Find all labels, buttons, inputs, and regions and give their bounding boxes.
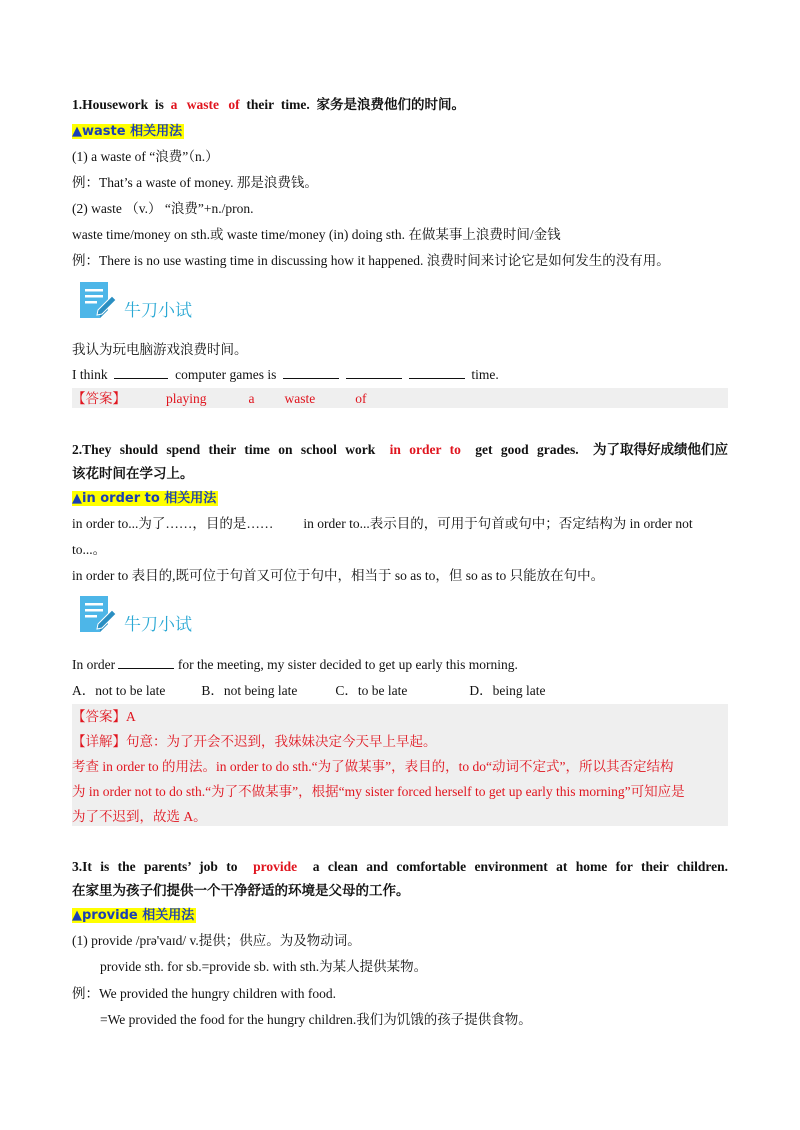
usage-line: provide sth. for sb.=provide sb. with sth.为某人提供某物。 (100, 959, 428, 974)
answer-blank[interactable] (118, 656, 174, 669)
option-c[interactable]: C．to be late (335, 683, 408, 698)
explanation-line: 【详解】句意：为了开会不迟到，我妹妹决定今天早上早起。 (72, 734, 437, 749)
option-b[interactable]: B．not being late (201, 683, 298, 698)
section2-sentence-cont: 该花时间在学习上。 (72, 466, 194, 481)
usage-tag: ▲waste 相关用法 (72, 124, 183, 139)
quiz-title: 牛刀小试 (124, 301, 192, 321)
explanation-line: 为 in order not to do sth.“为了不做某事”，根据“my sister forced herself to get up early this morning”可知应是 (72, 784, 685, 799)
usage-line: to...。 (72, 542, 107, 557)
example-line: 例：That’s a waste of money. 那是浪费钱。 (72, 175, 318, 190)
key-phrase: a waste of (170, 97, 240, 112)
usage-line: (1) provide /prə'vaɪd/ v.提供；供应。为及物动词。 (72, 933, 361, 948)
usage-line: (1) a waste of “浪费”（n.） (72, 149, 219, 164)
section3-sentence-cn: 在家里为孩子们提供一个干净舒适的环境是父母的工作。 (72, 883, 410, 898)
quiz-question: In order for the meeting, my sister decided to get up early this morning. (72, 657, 518, 672)
usage-line: waste time/money on sth.或 waste time/money (in) doing sth. 在做某事上浪费时间/金钱 (72, 227, 561, 242)
key-phrase: provide (253, 859, 298, 874)
answer-blank[interactable] (409, 366, 465, 379)
explanation-line: 考查 in order to 的用法。in order to do sth.“为了做某事”，表目的，to do“动词不定式”，所以其否定结构 (72, 759, 674, 774)
quiz-header (72, 280, 202, 324)
quiz-question: I think computer games is time. (72, 367, 499, 382)
section3-sentence: 3.It is the parents’ job to provide a clean and comfortable environment at home for their children. (72, 859, 728, 874)
example-line: =We provided the food for the hungry children.我们为饥饿的孩子提供食物。 (100, 1012, 532, 1027)
quiz-options (72, 682, 545, 700)
section2-sentence: 2.They should spend their time on school work in order to get good grades. 为了取得好成绩他们应 (72, 442, 728, 457)
answer-blank[interactable] (346, 366, 402, 379)
usage-line: in order to...为了……，目的是…… in order to...表示目的，可用于句首或句中；否定结构为 in order not (72, 516, 693, 531)
option-d[interactable]: D．being late (469, 683, 546, 698)
note-pencil-icon (76, 594, 116, 634)
example-line: 例：There is no use wasting time in discussing how it happened. 浪费时间来讨论它是如何发生的没有用。 (72, 253, 670, 268)
quiz-prompt: 我认为玩电脑游戏浪费时间。 (72, 342, 248, 357)
answer-line: 【答案】 playing a waste of (72, 391, 367, 406)
option-a[interactable]: A．not to be late (72, 683, 166, 698)
answer-blank[interactable] (114, 366, 168, 379)
usage-tag: ▲in order to 相关用法 (72, 491, 217, 506)
usage-line: in order to 表目的,既可位于句首又可位于句中，相当于 so as to，但 so as to 只能放在句中。 (72, 568, 605, 583)
section1-sentence: 1.Housework is a waste of their time. 家务是浪费他们的时间。 (72, 97, 466, 112)
quiz-title: 牛刀小试 (124, 615, 192, 635)
quiz-header (72, 594, 202, 638)
answer-blank[interactable] (283, 366, 339, 379)
usage-tag: ▲provide 相关用法 (72, 908, 195, 923)
usage-line: (2) waste （v.） “浪费”+n./pron. (72, 201, 254, 216)
key-phrase: in order to (389, 442, 461, 457)
answer-line: 【答案】A (72, 709, 136, 724)
note-pencil-icon (76, 280, 116, 320)
explanation-line: 为了不迟到，故选 A。 (72, 809, 207, 824)
example-line: 例：We provided the hungry children with food. (72, 986, 336, 1001)
